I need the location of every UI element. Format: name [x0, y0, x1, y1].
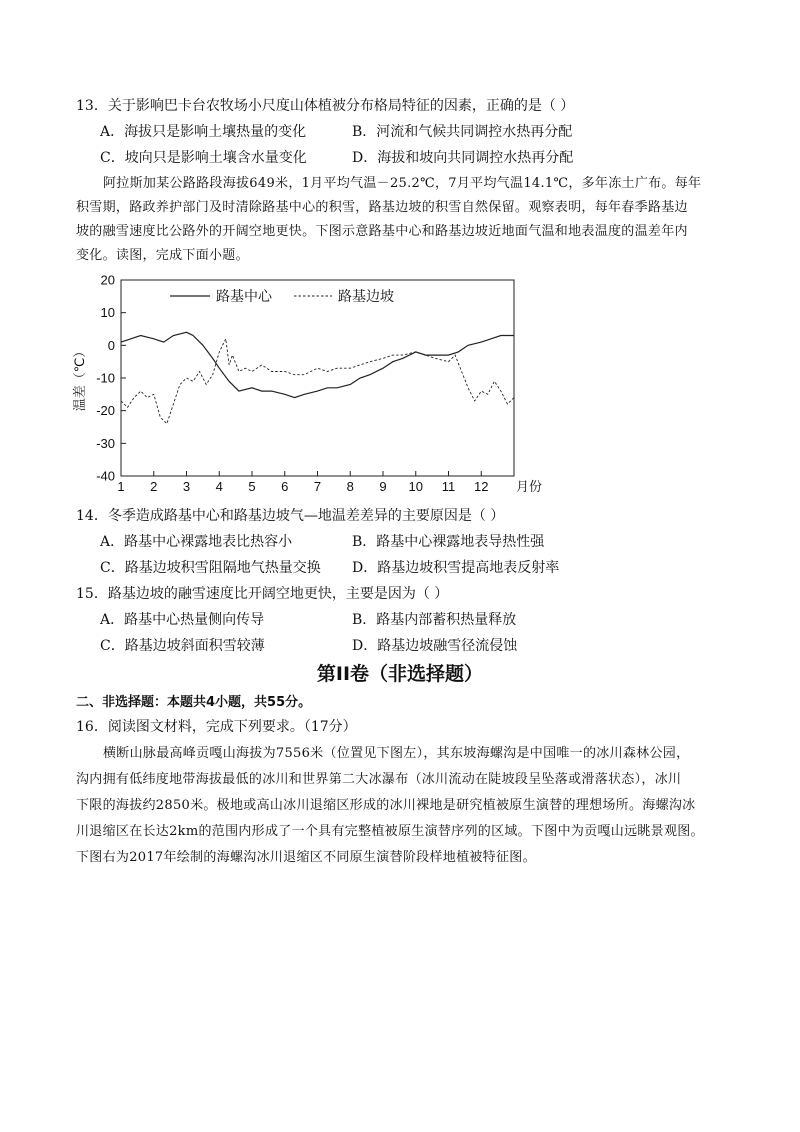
x-tick-label: 8 [346, 479, 354, 494]
passage1-line3: 坡的融雪速度比公路外的开阔空地更快。下图示意路基中心和路基边坡近地面气温和地表温度的温差年内 [76, 224, 688, 239]
y-tick-label: -40 [96, 468, 115, 484]
q15-stem: 15．路基边坡的融雪速度比开阔空地更快，主要是因为（ ） [76, 586, 449, 602]
y-tick-label: -30 [96, 435, 115, 451]
y-axis-label: 温差（℃） [72, 344, 87, 412]
q14-stem: 14．冬季造成路基中心和路基边坡气—地温差差异的主要原因是（ ） [76, 508, 505, 524]
x-tick-label: 6 [281, 479, 289, 494]
q14-option-d: D．路基边坡积雪提高地表反射率 [352, 560, 560, 576]
q14-option-a: A．路基中心裸露地表比热容小 [100, 534, 293, 550]
x-tick-label: 4 [215, 479, 223, 494]
legend-label-2: 路基边坡 [338, 288, 394, 304]
x-tick-label: 10 [408, 479, 423, 494]
plot-frame [121, 280, 514, 476]
q16-stem: 16．阅读图文材料，完成下列要求。（17分） [76, 719, 357, 735]
y-tick-label: -10 [96, 370, 115, 386]
x-tick-label: 5 [248, 479, 256, 494]
q16-line1: 横断山脉最高峰贡嘎山海拔为7556米（位置见下图左），其东坡海螺沟是中国唯一的冰川森林公园， [103, 746, 690, 761]
q13-option-d: D．海拔和坡向共同调控水热再分配 [352, 150, 574, 166]
q13-option-a: A．海拔只是影响土壤热量的变化 [100, 124, 307, 140]
q13-option-c: C．坡向只是影响土壤含水量变化 [100, 150, 307, 166]
q13-stem: 13．关于影响巴卡台农牧场小尺度山体植被分布格局特征的因素，正确的是（ ） [76, 98, 575, 114]
q14-option-c: C．路基边坡积雪阻隔地气热量交换 [100, 560, 321, 576]
x-tick-label: 2 [150, 479, 158, 494]
section-subtitle: 二、非选择题：本题共4小题，共55分。 [76, 695, 312, 710]
y-tick-label: 10 [100, 305, 115, 321]
section-title: 第II卷（非选择题） [316, 663, 484, 685]
q16-line4: 川退缩区在长达2km的范围内形成了一个具有完整植被原生演替序列的区域。下图中为贡嘎山远眺景观图。 [76, 824, 704, 839]
x-tick-label: 1 [117, 479, 125, 494]
y-tick-label: 20 [100, 272, 115, 288]
passage1-line4: 变化。读图，完成下面小题。 [76, 248, 249, 263]
x-tick-label: 12 [474, 479, 489, 494]
q14-option-b: B．路基中心裸露地表导热性强 [352, 534, 545, 550]
q15-option-b: B．路基内部蓄积热量释放 [352, 612, 517, 628]
q16-line2: 沟内拥有低纬度地带海拔最低的冰川和世界第二大冰瀑布（冰川流动在陡坡段呈坠落或滑落状态），冰川 [76, 772, 682, 787]
series-line-2 [121, 339, 514, 424]
y-tick-label: -20 [96, 403, 115, 419]
q16-line5: 下图右为2017年绘制的海螺沟冰川退缩区不同原生演替阶段样地植被特征图。 [76, 850, 536, 865]
legend-label-1: 路基中心 [216, 288, 272, 304]
x-tick-label: 11 [441, 479, 456, 494]
y-tick-label: 0 [107, 337, 115, 353]
series-line-1 [121, 332, 514, 397]
passage1-line2: 积雪期，路政养护部门及时清除路基中心的积雪，路基边坡的积雪自然保留。观察表明，每年春季路基边 [76, 200, 688, 215]
q15-option-c: C．路基边坡斜面积雪较薄 [100, 638, 265, 654]
x-axis-unit: 月份 [516, 479, 543, 494]
x-tick-label: 9 [379, 479, 387, 494]
q15-option-d: D．路基边坡融雪径流侵蚀 [352, 638, 518, 654]
x-tick-label: 3 [182, 479, 191, 494]
q13-option-b: B．河流和气候共同调控水热再分配 [352, 124, 573, 140]
q15-option-a: A．路基中心热量侧向传导 [100, 612, 265, 628]
passage1-line1: 阿拉斯加某公路路段海拔649米，1月平均气温－25.2℃，7月平均气温14.1℃，多年冻土广布。每年 [103, 176, 702, 191]
x-tick-label: 7 [313, 479, 322, 494]
q16-line3: 下限的海拔约2850米。极地或高山冰川退缩区形成的冰川裸地是研究植被原生演替的理想场所。海螺沟冰 [76, 798, 696, 813]
temperature-difference-chart [64, 270, 544, 500]
